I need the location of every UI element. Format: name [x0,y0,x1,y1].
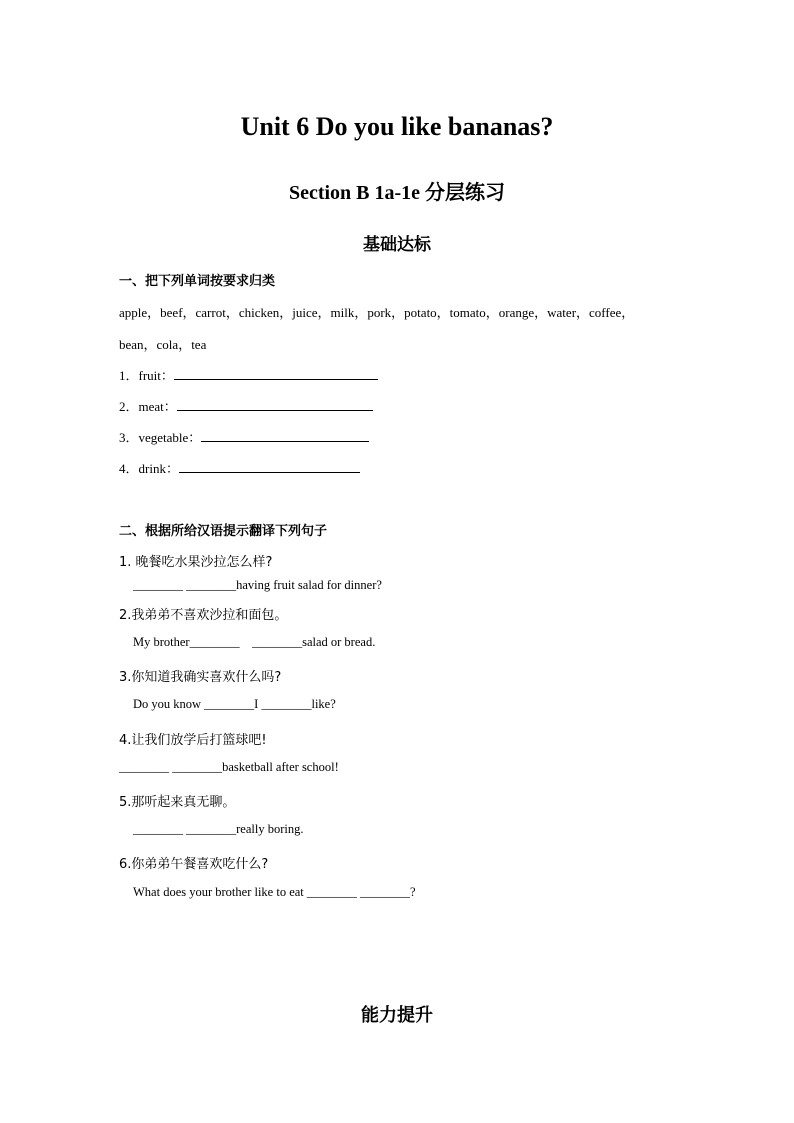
question-chinese: 1. 晚餐吃水果沙拉怎么样? [119,555,273,570]
section-advanced-heading: 能力提升 [361,1005,433,1026]
question-english: Do you know ________I ________like? [133,697,336,711]
question-english: My brother________ ________salad or bread. [133,635,376,649]
question-chinese: 6.你弟弟午餐喜欢吃什么? [119,857,269,872]
answer-blank [201,429,369,442]
question-english: ________ ________basketball after school! [119,760,339,774]
item-label: 4．drink： [119,461,179,476]
page-title: Unit 6 Do you like bananas? [240,112,554,141]
list-item [119,427,369,446]
answer-blank [179,460,360,473]
question-chinese: 2.我弟弟不喜欢沙拉和面包。 [119,608,288,623]
question-chinese: 5.那听起来真无聊。 [119,795,236,810]
item-label: 1．fruit： [119,368,174,383]
question-english: ________ ________having fruit salad for dinner? [133,578,382,592]
word-list-line2: bean，cola，tea [119,337,207,352]
part1-heading: 一、把下列单词按要求归类 [119,274,276,289]
list-item [119,396,373,415]
answer-blank [177,398,373,411]
list-item [119,458,360,477]
word-list-line1: apple，beef，carrot，chicken，juice，milk，pork，potato，tomato，orange，water，coffee， [119,305,635,320]
list-item [119,365,378,384]
item-label: 2．meat： [119,399,177,414]
question-english: What does your brother like to eat ________ ________? [133,885,416,899]
part2-heading: 二、根据所给汉语提示翻译下列句子 [119,524,328,539]
section-subtitle: Section B 1a-1e 分层练习 [288,182,506,204]
question-chinese: 4.让我们放学后打篮球吧! [119,733,267,748]
section-basic-heading: 基础达标 [363,235,431,255]
question-english: ________ ________really boring. [133,822,304,836]
item-label: 3．vegetable： [119,430,202,445]
question-chinese: 3.你知道我确实喜欢什么吗? [119,670,282,685]
answer-blank [174,367,378,380]
